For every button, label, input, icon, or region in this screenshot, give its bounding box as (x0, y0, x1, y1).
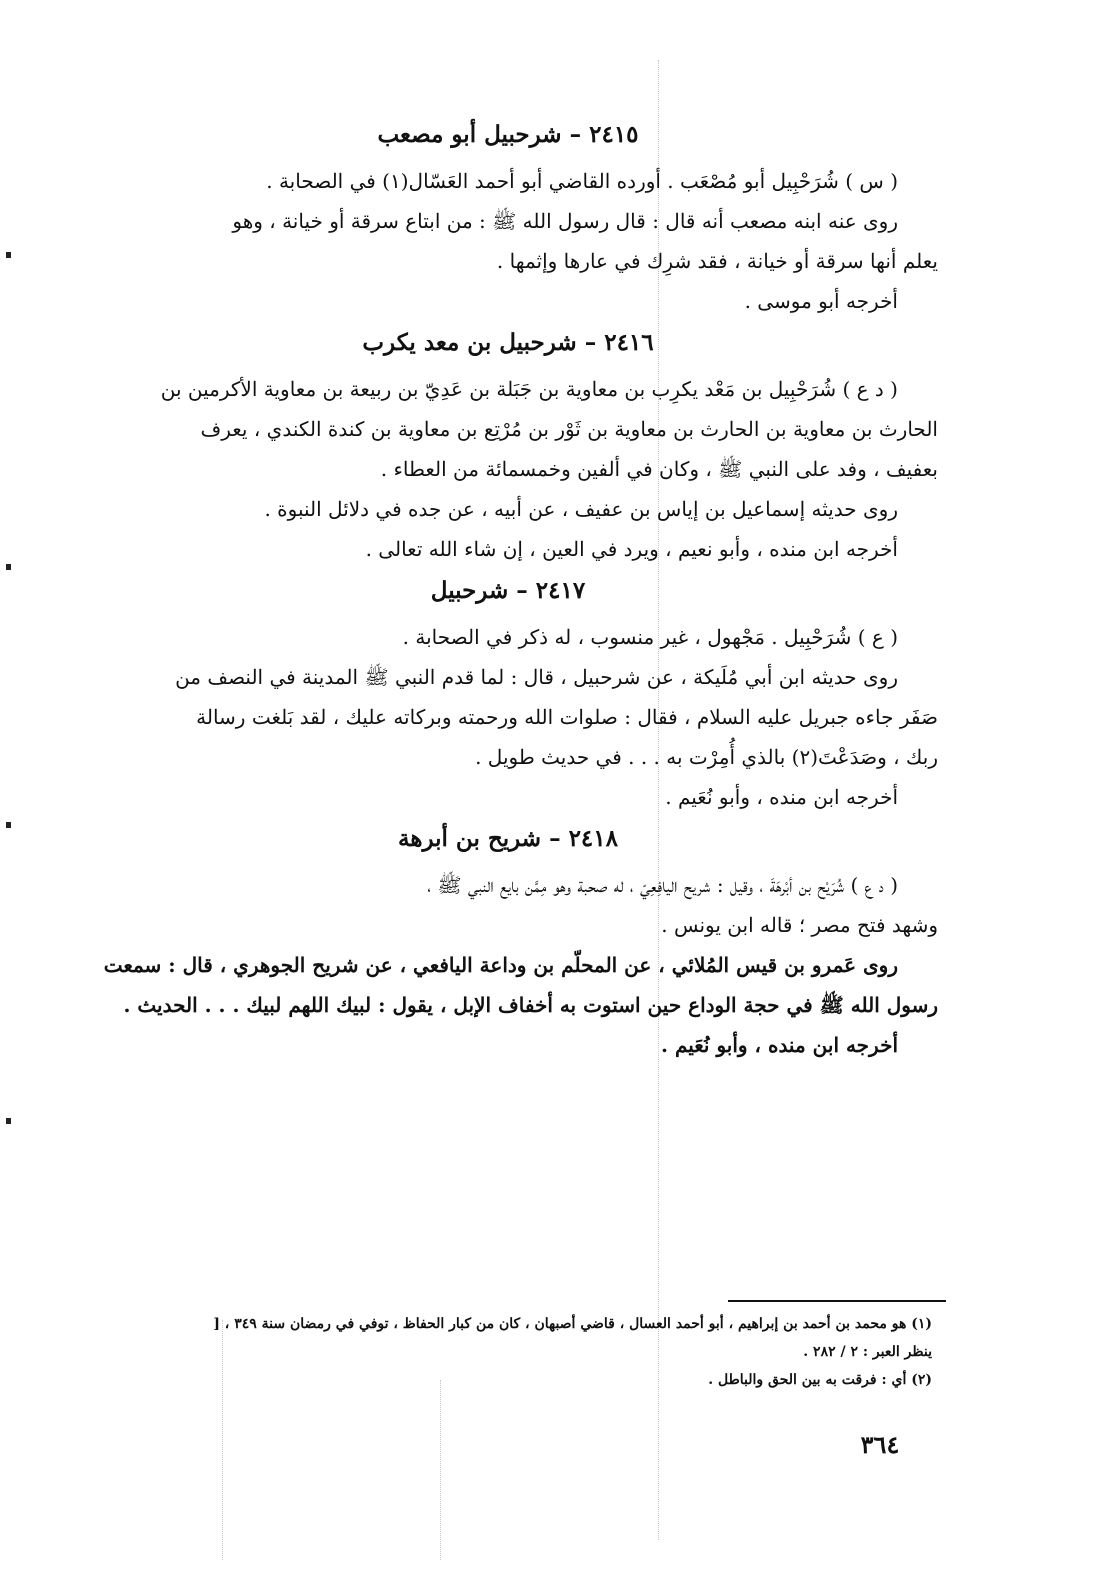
entry-paragraph: أخرجه ابن منده ، وأبو نعيم ، ويرد في العين ، إن شاء الله تعالى . (365, 537, 898, 561)
margin-mark (6, 564, 11, 570)
scan-artifact-line (440, 1380, 441, 1560)
entry-paragraph: ( د ع ) شُرَيْح بن أبْرهَةَ ، وقيل : شريح اليافِعِيّ ، له صحبة وهو مِمَّن بايع النبي ﷺ ، (427, 873, 898, 897)
entry-heading: ٢٤١٦ – شرحبيل بن معد يكرب (362, 329, 654, 356)
entry (78, 822, 938, 1064)
entry-paragraph: الحارث بن معاوية بن الحارث بن معاوية بن ثَوْر بن مُرْتِع بن معاوية بن كندة الكندي ، يعرف (200, 417, 938, 441)
entry-paragraph: بعفيف ، وفد على النبي ﷺ ، وكان في ألفين وخمسمائة من العطاء . (380, 457, 938, 481)
page-number: ٣٦٤ (860, 1430, 900, 1459)
entry-heading: ٢٤١٨ – شريح بن أبرهة (397, 825, 618, 852)
footnote: (١) هو محمد بن أحمد بن إبراهيم ، أبو أحمد العسال ، قاضي أصبهان ، كان من كبار الحفاظ ، توفي في رمضان سنة ٣٤٩ ، [ (213, 1316, 932, 1332)
entry-paragraph: أخرجه ابن منده ، وأبو نُعَيم . (661, 1033, 898, 1057)
entry (78, 574, 938, 816)
entry-paragraph: رسول الله ﷺ في حجة الوداع حين استوت به أخفاف الإبل ، يقول : لبيك اللهم لبيك . . . الحديث . (123, 993, 938, 1017)
entry-paragraph: وشهد فتح مصر ؛ قاله ابن يونس . (661, 913, 938, 937)
entry-heading: ٢٤١٧ – شرحبيل (430, 577, 586, 604)
margin-mark (6, 822, 11, 828)
entry-paragraph: روى حديثه إسماعيل بن إياس بن عفيف ، عن أبيه ، عن جده في دلائل النبوة . (264, 497, 898, 521)
entry (78, 118, 938, 320)
entry-paragraph: أخرجه ابن منده ، وأبو نُعَيم . (665, 785, 898, 809)
entry-paragraph: أخرجه أبو موسى . (744, 289, 898, 313)
entry-paragraph: ربك ، وصَدَعْتَ(٢) بالذي أُمِرْت به . . . في حديث طويل . (475, 745, 938, 769)
entry-paragraph: ( س ) شُرَحْبِيل أبو مُصْعَب . أورده القاضي أبو أحمد العَسّال(١) في الصحابة . (266, 169, 898, 193)
entry-heading: ٢٤١٥ – شرحبيل أبو مصعب (377, 121, 639, 148)
main-text (78, 112, 938, 1066)
entry-paragraph: روى حديثه ابن أبي مُلَيكة ، عن شرحبيل ، قال : لما قدم النبي ﷺ المدينة في النصف من (175, 665, 898, 689)
margin-mark (6, 1118, 11, 1124)
entry-paragraph: يعلم أنها سرقة أو خيانة ، فقد شرِك في عارها وإثمها . (496, 249, 938, 273)
entry-paragraph: صَفَر جاءه جبريل عليه السلام ، فقال : صلوات الله ورحمته وبركاته عليك ، لقد بَلغت رسالة (196, 705, 938, 729)
footnote: (٢) أي : فرقت به بين الحق والباطل . (708, 1372, 932, 1388)
entry-paragraph: ( د ع ) شُرَحْبِيل بن مَعْد يكرِب بن معاوية بن جَبَلة بن عَدِيّ بن ربيعة بن معاوية الأكرمين بن (160, 377, 898, 401)
entry (78, 326, 938, 568)
footnote: ينظر العبر : ٢ / ٢٨٢ . (803, 1344, 932, 1360)
entry-paragraph: روى عنه ابنه مصعب أنه قال : قال رسول الله ﷺ : من ابتاع سرقة أو خيانة ، وهو (232, 209, 898, 233)
entry-paragraph: ( ع ) شُرَحْبِيل . مَجْهول ، غير منسوب ، له ذكر في الصحابة . (402, 625, 898, 649)
footnote-rule (728, 1300, 946, 1302)
footnotes (80, 1310, 932, 1394)
entry-paragraph: روى عَمرو بن قيس المُلائي ، عن المحلّم بن وداعة اليافعي ، عن شريح الجوهري ، قال : سمعت (103, 953, 898, 977)
margin-mark (6, 252, 11, 258)
